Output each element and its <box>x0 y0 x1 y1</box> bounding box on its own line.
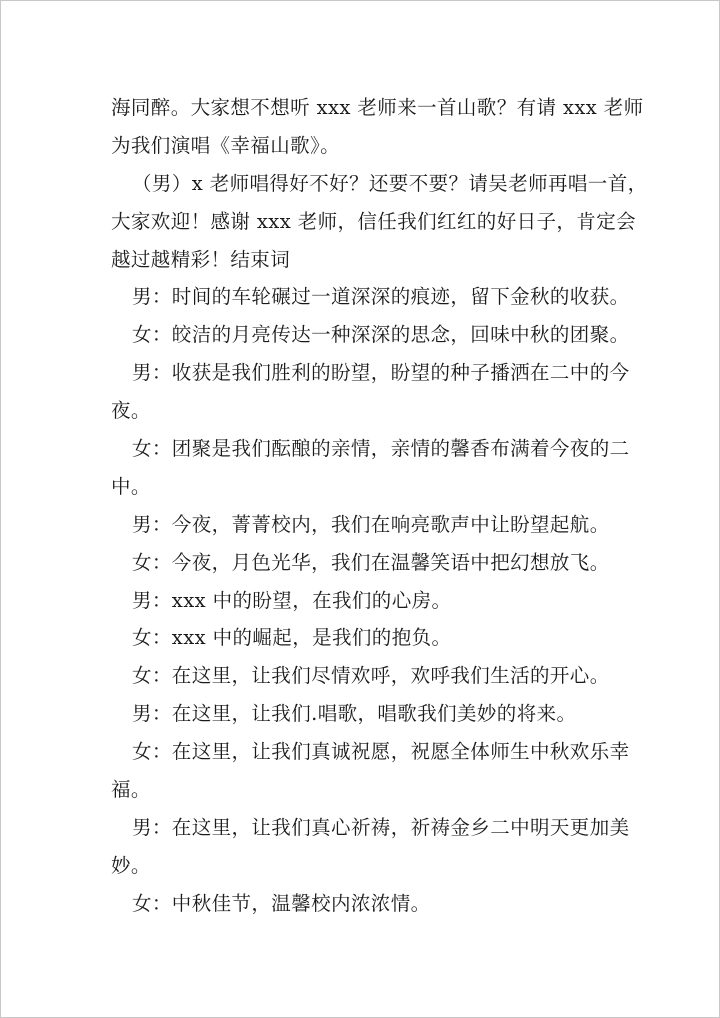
text-line: 男：收获是我们胜利的盼望，盼望的种子播洒在二中的今 <box>132 361 630 385</box>
text-line: 越过越精彩！结束词 <box>111 247 291 271</box>
text-line: 女：今夜，月色光华，我们在温馨笑语中把幻想放飞。 <box>132 550 610 574</box>
text-line: 女：xxx 中的崛起，是我们的抱负。 <box>132 626 452 650</box>
text-line: 为我们演唱《幸福山歌》。 <box>111 133 341 157</box>
text-line: 女：在这里，让我们真诚祝愿，祝愿全体师生中秋欢乐幸 <box>132 740 630 764</box>
text-line: 妙。 <box>111 853 151 877</box>
document-body <box>111 89 648 923</box>
text-line: （男）x 老师唱得好不好？还要不要？请吴老师再唱一首， <box>132 171 648 195</box>
text-line: 男：今夜，菁菁校内，我们在响亮歌声中让盼望起航。 <box>132 512 610 536</box>
text-line: 男：在这里，让我们真心祈祷，祈祷金乡二中明天更加美 <box>132 815 630 839</box>
text-line: 女：中秋佳节，温馨校内浓浓情。 <box>132 891 431 915</box>
text-line: 女：在这里，让我们尽情欢呼，欢呼我们生活的开心。 <box>132 664 610 688</box>
text-line: 男：xxx 中的盼望，在我们的心房。 <box>132 588 452 612</box>
text-line: 女：皎洁的月亮传达一种深深的思念，回味中秋的团聚。 <box>132 323 630 347</box>
text-line: 海同醉。大家想不想听 xxx 老师来一首山歌？有请 xxx 老师 <box>111 96 644 119</box>
text-line: 中。 <box>111 474 151 498</box>
text-line: 男：时间的车轮碾过一道深深的痕迹，留下金秋的收获。 <box>132 285 630 309</box>
text-line: 男：在这里，让我们.唱歌，唱歌我们美妙的将来。 <box>132 702 577 726</box>
text-line: 女：团聚是我们酝酿的亲情，亲情的馨香布满着今夜的二 <box>132 437 630 461</box>
text-line: 大家欢迎！感谢 xxx 老师，信任我们红红的好日子，肯定会 <box>111 209 636 233</box>
text-line: 夜。 <box>111 399 151 423</box>
text-line: 福。 <box>111 778 151 802</box>
